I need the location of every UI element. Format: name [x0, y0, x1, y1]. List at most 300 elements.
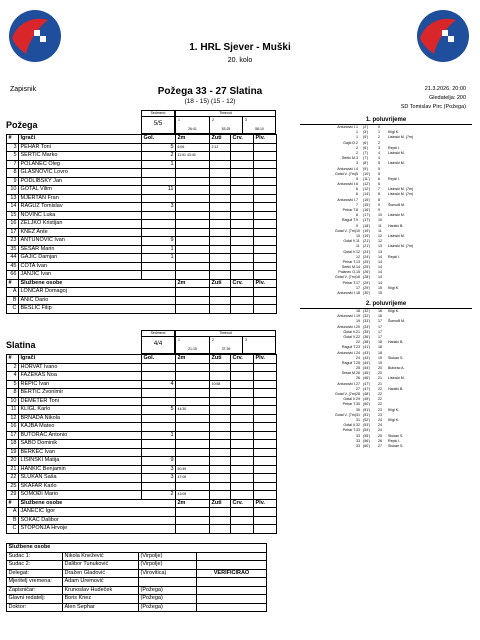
player-blue	[254, 211, 277, 220]
player-red	[231, 220, 254, 229]
away-score: 10	[378, 218, 382, 223]
away-scorer: Hankić B.	[388, 340, 404, 345]
away-scorer: Kligl K.	[388, 130, 400, 135]
match-official-row	[7, 561, 267, 570]
player-number: 3	[7, 143, 19, 152]
away-score: 8	[378, 192, 380, 197]
match-officials-section	[6, 543, 267, 612]
goal-minute: (9')	[363, 166, 369, 171]
player-goals: 5	[142, 143, 176, 152]
player-yellow	[210, 237, 231, 246]
home-score: 24	[356, 355, 360, 360]
player-number: 11	[7, 406, 19, 415]
home-scorer: Gotal V.	[343, 334, 356, 339]
goal-minute: (44')	[363, 366, 371, 371]
player-name: GLASNOVIĆ Lovro	[19, 169, 142, 178]
player-yellow	[210, 414, 231, 423]
col-yellow-header: Žuti	[210, 499, 231, 508]
away-score: 12	[378, 239, 382, 244]
player-yellow	[210, 228, 231, 237]
player-goals	[142, 423, 176, 432]
official-cell	[176, 525, 210, 534]
away-scorer: Lisinski M. (7m)	[388, 135, 414, 140]
player-goals: 11	[142, 186, 176, 195]
goal-minute: (29')	[363, 285, 371, 290]
away-scorer: Slukan S.	[388, 443, 404, 448]
player-2min: 6:06	[176, 143, 210, 152]
official-cell	[254, 305, 277, 314]
player-number: 22	[7, 474, 19, 483]
away-score: 21	[378, 381, 382, 386]
player-red	[231, 440, 254, 449]
player-name: PODLIBSKY Jan	[19, 177, 142, 186]
col-no-header: #	[7, 135, 19, 144]
player-yellow	[210, 262, 231, 271]
home-score: 22	[356, 340, 360, 345]
official-cell	[210, 305, 231, 314]
spectators: Gledatelja: 200	[429, 95, 466, 101]
official-cell	[231, 525, 254, 534]
goal-minute: (41')	[363, 345, 371, 350]
official-person: Boris Knez	[63, 595, 139, 604]
col-2m-header: 2m	[176, 135, 210, 144]
away-scorer: Lisinski M.	[388, 376, 405, 381]
away-score: 0	[378, 125, 380, 129]
timeout-label: Timeout	[176, 111, 275, 117]
player-number: 19	[7, 448, 19, 457]
player-goals	[142, 482, 176, 491]
away-score: 15	[378, 291, 382, 295]
home-scorer: Antunović I.	[337, 166, 356, 171]
player-goals: 3	[142, 203, 176, 212]
home-team-section	[6, 110, 276, 314]
away-score: 13	[378, 249, 382, 254]
home-score: 20	[356, 324, 360, 329]
player-blue	[254, 482, 277, 491]
col-players-header: Igrači	[19, 135, 142, 144]
official-city: (Požega)	[139, 586, 197, 595]
player-row	[7, 177, 277, 186]
home-score: 24	[356, 350, 360, 355]
home-scorer: Gotal V.	[343, 423, 356, 428]
home-score: 6	[356, 192, 358, 197]
match-official-row	[7, 603, 267, 612]
col-no-header: #	[7, 355, 19, 364]
player-goals: 1	[142, 431, 176, 440]
away-score: 16	[378, 309, 382, 313]
official-city: (Virovitica)	[139, 569, 197, 578]
col-red-header: Crv.	[231, 355, 254, 364]
away-score: 5	[378, 171, 380, 176]
player-row	[7, 406, 277, 415]
goal-minute: (35')	[363, 329, 371, 334]
home-score: 16	[356, 275, 360, 280]
away-scorer: Butorac A.	[388, 366, 405, 371]
player-name: POLANEC Oleg	[19, 160, 142, 169]
player-blue	[254, 177, 277, 186]
official-name: STOPONJA Hrvoje	[19, 525, 176, 534]
home-score: 4	[356, 166, 358, 171]
official-cell	[176, 296, 210, 305]
away-score: 15	[378, 285, 382, 290]
away-scorer: Šomođi M.	[388, 202, 406, 207]
home-scorer: Pehar T.	[342, 428, 356, 433]
player-yellow	[210, 482, 231, 491]
official-note	[197, 595, 267, 604]
official-name: ANIĆ Dario	[19, 296, 176, 305]
goal-minute: (49')	[363, 397, 371, 402]
official-name: LONČAR Domagoj	[19, 288, 176, 297]
away-scorer: Šomođi M.	[388, 319, 406, 324]
home-score: 28	[356, 392, 360, 396]
player-goals	[142, 363, 176, 372]
official-id: C	[7, 305, 19, 314]
player-row	[7, 380, 277, 389]
player-2min	[176, 414, 210, 423]
timeout-label: Timeout	[176, 331, 275, 337]
match-officials-table	[6, 543, 267, 612]
player-blue	[254, 491, 277, 500]
away-score: 19	[378, 360, 382, 365]
player-goals: 4	[142, 380, 176, 389]
home-score: 3	[356, 161, 358, 166]
player-goals	[142, 397, 176, 406]
away-score: 2	[378, 135, 380, 140]
goal-minute: (17')	[363, 213, 371, 218]
team-official-row	[7, 516, 277, 525]
goal-minute: (25')	[363, 265, 371, 270]
home-score: 17	[356, 285, 360, 290]
goal-minute: (8')	[363, 161, 369, 166]
player-row	[7, 245, 277, 254]
player-number: 7	[7, 160, 19, 169]
official-name: SOKAČ Dalibor	[19, 516, 176, 525]
player-name: KAJBA Mateo	[19, 423, 142, 432]
player-goals	[142, 414, 176, 423]
player-name: REPIĆ Ivan	[19, 380, 142, 389]
player-goals	[142, 372, 176, 381]
goal-minute: (6')	[363, 145, 369, 150]
away-score: 24	[378, 423, 382, 428]
player-row	[7, 482, 277, 491]
official-id: B	[7, 296, 19, 305]
player-row	[7, 271, 277, 280]
match-official-row	[7, 569, 267, 578]
goal-minute: (38')	[363, 340, 371, 345]
goal-minute: (12')	[363, 182, 371, 187]
away-score: 22	[378, 386, 382, 391]
player-red	[231, 414, 254, 423]
player-goals	[142, 228, 176, 237]
official-cell	[231, 305, 254, 314]
home-score: 5	[356, 176, 358, 181]
timeout-cell: 2 53:25	[210, 117, 243, 135]
player-goals: 3	[142, 465, 176, 474]
away-scorer: Lisinski M.	[388, 150, 405, 155]
player-2min	[176, 177, 210, 186]
player-number: 16	[7, 220, 19, 229]
official-city: (Virpolje)	[139, 552, 197, 561]
home-score: 15	[356, 270, 360, 275]
player-yellow	[210, 465, 231, 474]
player-red	[231, 262, 254, 271]
player-number: 45	[7, 262, 19, 271]
away-score: 14	[378, 270, 382, 275]
away-score: 8	[378, 197, 380, 202]
away-score: 21	[378, 376, 382, 381]
away-score: 9	[378, 208, 380, 212]
col-blue-header: Plv.	[254, 499, 277, 508]
team-officials-header-row	[7, 499, 277, 508]
player-blue	[254, 406, 277, 415]
player-2min	[176, 203, 210, 212]
player-2min	[176, 262, 210, 271]
home-score: 33	[356, 443, 360, 448]
home-scorer: Antunović I.	[337, 197, 356, 202]
player-2min	[176, 397, 210, 406]
player-blue	[254, 203, 277, 212]
player-number: 25	[7, 482, 19, 491]
home-score: 19	[356, 314, 360, 319]
away-scorer: Lisinski M.	[388, 233, 405, 238]
home-score: 11	[356, 239, 360, 244]
player-row	[7, 423, 277, 432]
player-red	[231, 431, 254, 440]
player-goals	[142, 177, 176, 186]
player-goals: 3	[142, 474, 176, 483]
official-cell	[231, 296, 254, 305]
away-score: 18	[378, 345, 382, 350]
player-number: 5	[7, 380, 19, 389]
goal-minute: (34')	[363, 324, 371, 329]
home-scorer: Antunović I.	[337, 381, 356, 386]
away-scorer: Repić I.	[388, 145, 401, 150]
player-blue	[254, 397, 277, 406]
goal-minute: (28')	[363, 275, 371, 280]
home-scorer: Antunović I.	[337, 125, 356, 129]
player-row	[7, 457, 277, 466]
official-person: Adam Uremović	[63, 578, 139, 587]
player-number: 2	[7, 363, 19, 372]
goal-minute: (7')	[363, 150, 369, 155]
away-scorer: Lisinski M.	[388, 161, 405, 166]
official-cell	[231, 516, 254, 525]
away-score: 5	[378, 161, 380, 166]
away-scorer: Kligl K.	[388, 309, 400, 313]
official-city: (Požega)	[139, 595, 197, 604]
timeout-cell: 1 26:41	[176, 117, 210, 135]
home-score: 31	[356, 417, 360, 422]
goal-minute: (15')	[363, 202, 371, 207]
player-number: 4	[7, 372, 19, 381]
away-sevens-box	[141, 330, 175, 354]
away-score: 2	[378, 140, 380, 145]
home-score: 31	[356, 412, 360, 417]
home-score: 12	[356, 254, 360, 259]
col-2m-header: 2m	[176, 279, 210, 288]
away-scorer: Hankić B.	[388, 223, 404, 228]
away-score: 20	[378, 366, 382, 371]
away-score: 14	[378, 254, 382, 259]
player-blue	[254, 423, 277, 432]
player-2min: 43:05	[176, 491, 210, 500]
player-name: ANTUNOVIĆ Ivan	[19, 237, 142, 246]
home-score: 10	[356, 228, 360, 233]
player-2min	[176, 194, 210, 203]
home-scorer: Raguž T.	[341, 345, 356, 350]
player-red	[231, 372, 254, 381]
home-score: 17	[356, 280, 360, 285]
official-cell	[231, 508, 254, 517]
home-players-table	[6, 134, 277, 314]
away-score: 1	[378, 130, 380, 135]
player-number: 44	[7, 254, 19, 263]
player-red	[231, 457, 254, 466]
venue: SD Tomislav Pirc (Požega)	[400, 104, 466, 110]
player-number: 20	[7, 457, 19, 466]
official-cell	[254, 508, 277, 517]
player-name: DEMETER Toni	[19, 397, 142, 406]
player-row	[7, 169, 277, 178]
player-2min	[176, 440, 210, 449]
goal-minute: (19')	[363, 233, 371, 238]
home-scorer: Pehar T.	[342, 259, 356, 264]
home-score: 14	[356, 265, 360, 270]
goal-log-row	[300, 444, 472, 449]
away-players-table	[6, 354, 277, 534]
player-red	[231, 363, 254, 372]
goal-minute: (43')	[363, 350, 371, 355]
player-row	[7, 220, 277, 229]
goal-minute: (50')	[363, 402, 371, 407]
player-2min	[176, 457, 210, 466]
player-yellow	[210, 474, 231, 483]
col-2m-header: 2m	[176, 355, 210, 364]
player-2min	[176, 482, 210, 491]
col-no-header: #	[7, 279, 19, 288]
player-yellow	[210, 211, 231, 220]
goal-minute: (19')	[363, 228, 371, 233]
away-score: 6	[378, 176, 380, 181]
player-row	[7, 465, 277, 474]
away-score: 24	[378, 417, 382, 422]
home-score: 8	[356, 213, 358, 218]
player-number: 9	[7, 177, 19, 186]
goal-minute: (15')	[363, 197, 371, 202]
player-yellow	[210, 271, 231, 280]
goal-minute: (7')	[363, 156, 369, 161]
away-score: 13	[378, 244, 382, 249]
match-official-row	[7, 586, 267, 595]
away-score: 17	[378, 324, 382, 329]
official-person: Alen Šephar	[63, 603, 139, 612]
official-cell	[254, 296, 277, 305]
player-yellow	[210, 177, 231, 186]
goal-minute: (26')	[363, 270, 371, 275]
away-scorer: Lisinski M. (7m)	[388, 244, 414, 249]
away-scorer: Lisinski M.	[388, 213, 405, 218]
goal-minute: (53')	[363, 423, 371, 428]
official-person: Dražen Gladović	[63, 569, 139, 578]
player-red	[231, 271, 254, 280]
away-score: 16	[378, 314, 382, 319]
home-score: 29	[356, 397, 360, 402]
player-number: 21	[7, 465, 19, 474]
player-number: 17	[7, 228, 19, 237]
home-score: 12	[356, 249, 360, 254]
player-blue	[254, 271, 277, 280]
player-name: NOVINC Luka	[19, 211, 142, 220]
official-cell	[210, 288, 231, 297]
away-score: 22	[378, 392, 382, 396]
player-yellow	[210, 448, 231, 457]
player-name: SESAR Marin	[19, 245, 142, 254]
player-name: FAZEKAŠ Noa	[19, 372, 142, 381]
official-cell	[176, 305, 210, 314]
home-score: 22	[356, 334, 360, 339]
player-yellow	[210, 397, 231, 406]
player-row	[7, 203, 277, 212]
player-number: 10	[7, 186, 19, 195]
away-score: 9	[378, 202, 380, 207]
player-yellow	[210, 406, 231, 415]
player-number: 10	[7, 397, 19, 406]
away-score: 17	[378, 329, 382, 334]
player-goals	[142, 262, 176, 271]
away-team-section	[6, 330, 276, 534]
home-score: 11	[356, 244, 360, 249]
home-scorer: Raguž T.	[341, 360, 356, 365]
official-cell	[176, 288, 210, 297]
goal-minute: (24')	[363, 254, 371, 259]
home-score: 2	[356, 140, 358, 145]
home-sevens-value: 5/5	[153, 121, 163, 127]
official-cell	[176, 516, 210, 525]
home-score: 7	[356, 202, 358, 207]
home-score: 5	[356, 171, 358, 176]
home-scorer: Gotal V.	[343, 397, 356, 402]
player-red	[231, 152, 254, 161]
player-red	[231, 169, 254, 178]
player-blue	[254, 169, 277, 178]
player-yellow	[210, 186, 231, 195]
timeout-cell: 3 58:10	[245, 118, 264, 131]
official-city: (Požega)	[139, 603, 197, 612]
goal-minute: (30')	[363, 291, 371, 295]
player-yellow	[210, 245, 231, 254]
col-goals-header: Gol.	[142, 135, 176, 144]
away-scorer: Repić I.	[388, 438, 401, 443]
players-header-row	[7, 355, 277, 364]
away-score: 7	[378, 187, 380, 192]
player-red	[231, 160, 254, 169]
away-score: 14	[378, 259, 382, 264]
goal-minute: (32')	[363, 314, 371, 319]
official-cell	[231, 288, 254, 297]
player-2min: 47:06	[176, 474, 210, 483]
official-role: Delegat:	[7, 569, 63, 578]
player-2min	[176, 254, 210, 263]
player-name: BERTIĆ Zvonimir	[19, 389, 142, 398]
player-name: RAGUŽ Tomislav	[19, 203, 142, 212]
home-timeouts-box	[175, 110, 276, 134]
sevens-label: Sedmerci	[142, 331, 174, 337]
player-yellow	[210, 372, 231, 381]
away-score: 4	[378, 156, 380, 161]
home-scorer: Antunović I.	[337, 182, 356, 187]
goal-minute: (47')	[363, 386, 371, 391]
home-score: 13	[356, 259, 360, 264]
